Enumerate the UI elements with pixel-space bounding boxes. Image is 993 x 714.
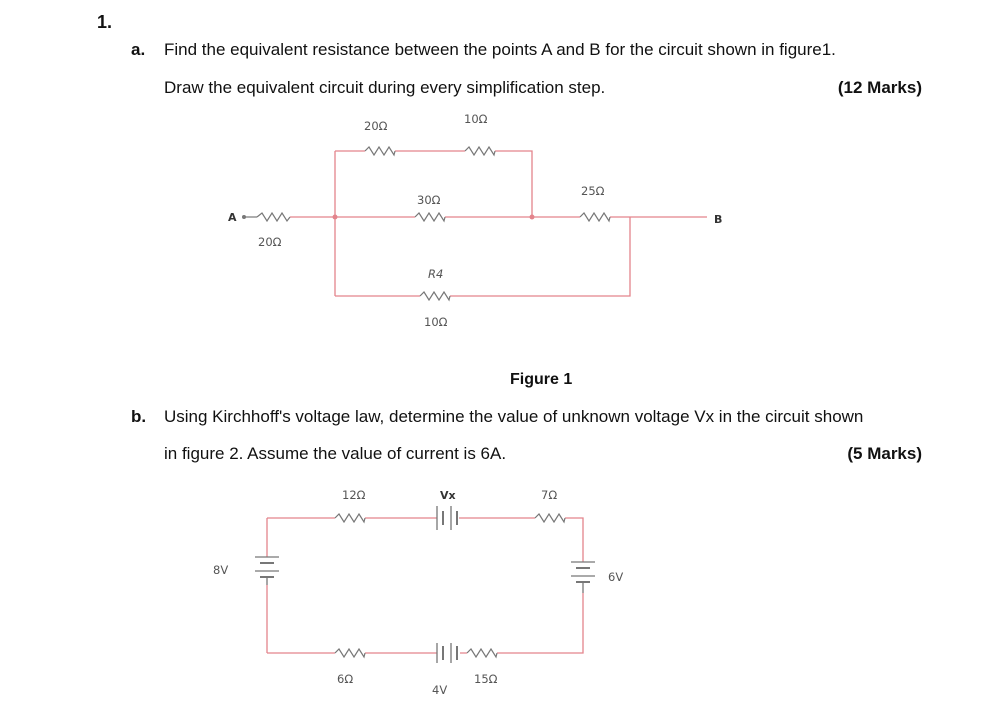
wire-bottom-right xyxy=(267,593,583,653)
battery-6v xyxy=(571,562,595,593)
label-r4-name: R4 xyxy=(428,267,444,281)
label-node-b: B xyxy=(714,213,723,226)
resistor-6 xyxy=(335,649,365,657)
label-r-input: 20Ω xyxy=(258,235,282,249)
label-r-12: 12Ω xyxy=(342,488,366,502)
question-number: 1. xyxy=(97,12,113,32)
battery-4v xyxy=(437,643,457,663)
label-r-15: 15Ω xyxy=(474,672,498,686)
label-r-middle: 30Ω xyxy=(417,193,441,207)
part-b-letter: b. xyxy=(131,407,147,426)
resistor-15 xyxy=(467,649,497,657)
part-b-line1: Using Kirchhoff's voltage law, determine the value of unknown voltage Vx in the circuit shown xyxy=(164,407,864,426)
label-8v: 8V xyxy=(213,563,229,577)
battery-8v xyxy=(255,557,279,585)
label-node-a: A xyxy=(228,211,237,224)
resistor-12 xyxy=(335,514,365,522)
part-a-marks: (12 Marks) xyxy=(837,78,922,97)
part-a-line1: Find the equivalent resistance between the points A and B for the circuit shown in figure1. xyxy=(164,40,836,59)
battery-vx xyxy=(437,506,457,530)
part-a-line2: Draw the equivalent circuit during every simplification step. xyxy=(164,78,606,97)
label-r-top-left: 20Ω xyxy=(364,119,388,133)
label-4v: 4V xyxy=(432,683,448,697)
label-vx: Vx xyxy=(440,489,456,502)
label-r4-value: 10Ω xyxy=(424,315,448,329)
part-b-line2: in figure 2. Assume the value of current is 6A. xyxy=(164,444,507,463)
label-6v: 6V xyxy=(608,570,624,584)
label-r-7: 7Ω xyxy=(541,488,558,502)
label-r-6: 6Ω xyxy=(337,672,354,686)
wire-top xyxy=(267,518,583,562)
resistor-7 xyxy=(535,514,565,522)
part-b-marks: (5 Marks) xyxy=(847,444,922,463)
label-r-right: 25Ω xyxy=(581,184,605,198)
figure1-caption: Figure 1 xyxy=(510,371,573,388)
part-a-letter: a. xyxy=(131,40,146,59)
label-r-top-right: 10Ω xyxy=(464,112,488,126)
